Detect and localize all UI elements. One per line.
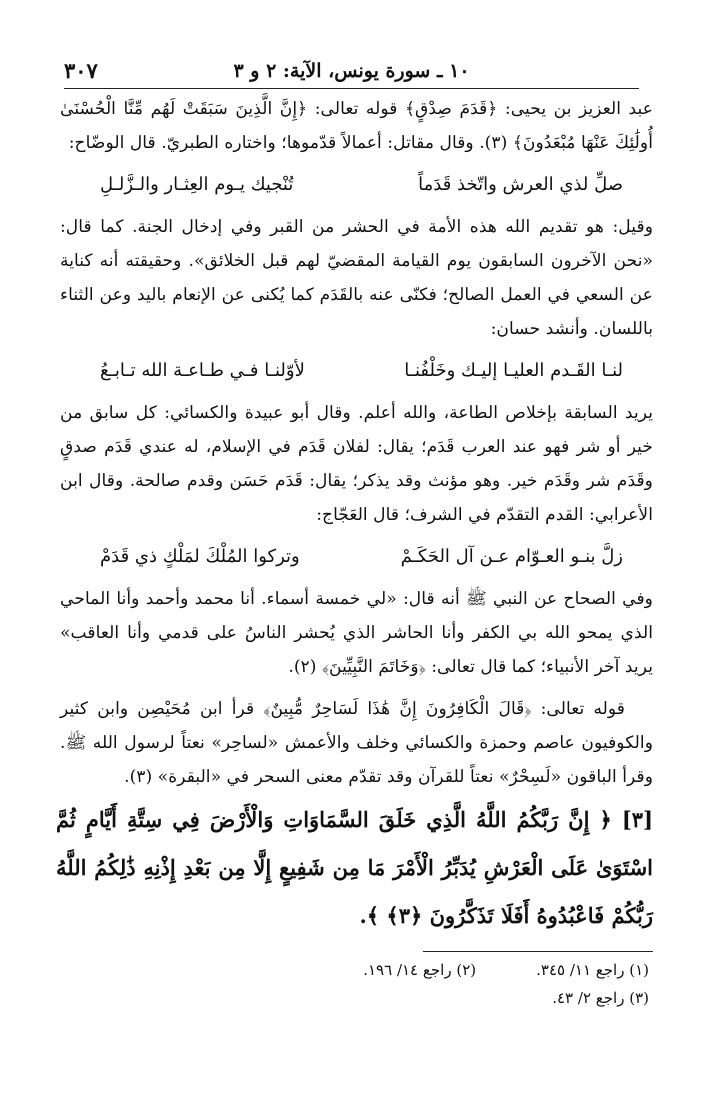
page-header <box>64 58 639 89</box>
running-title: ١٠ ـ سورة يونس، الآية: ٢ و ٣ <box>233 60 470 82</box>
verse-text: ﴿ إِنَّ رَبَّكُمُ اللَّهُ الَّذِي خَلَقَ السَّمَاوَاتِ وَالْأَرْضَ فِي سِتَّةِ أَيَّامٍ ثُمَّ اسْتَوَىٰ عَلَى الْعَرْشِ يُدَبِّرُ الْأَمْرَ مَا مِن شَفِيعٍ إِلَّا مِن بَعْدِ إِذْنِهِ ذَٰلِكُمُ اللَّهُ رَبُّكُمْ فَاعْبُدُوهُ أَفَلَا تَذَكَّرُونَ ﴿٣﴾ ﴾. <box>56 807 653 928</box>
page-number: ٣٠٧ <box>64 58 98 83</box>
footnote-2: (٢) راجع ١٤/ ١٩٦. <box>363 961 477 979</box>
footnotes <box>300 956 649 1012</box>
verse-number: [٣] <box>621 807 654 832</box>
paragraph: يريد السابقة بإخلاص الطاعة، والله أعلم. وقال أبو عبيدة والكسائي: كل سابق من خير أو شر فهو عند العرب قَدَم؛ يقال: لفلان قَدَم في الإسلام، له عندي قَدَم صدقٍ وقَدَم شر وقَدَم خير. وهو مؤنث وقد يذكر؛ يقال: قَدَم حَسَن وقدم صالحة. وقال ابن الأعرابي: القدم التقدّم في الشرف؛ قال العَجّاج: <box>60 403 653 525</box>
poem-hemistich-right: لنـا القَـدم العليـا إليـك وخَلْفُنـا <box>404 360 623 381</box>
main-text <box>60 92 653 794</box>
paragraph: عبد العزيز بن يحيى: ﴿قَدَمَ صِدْقٍ﴾ قوله تعالى: ﴿إِنَّ الَّذِينَ سَبَقَتْ لَهُم مِّنَّا الْحُسْنَىٰ أُولَٰئِكَ عَنْهَا مُبْعَدُونَ﴾ (٣). وقال مقاتل: أعمالاً قدّموها؛ واختاره الطبريّ. قال الوضّاح: <box>60 99 653 153</box>
poem-hemistich-left: وتركوا المُلْكَ لمَلْكٍ ذي قَدَمْ <box>100 546 300 567</box>
paragraph: وقيل: هو تقديم الله هذه الأمة في الحشر من القبر وفي إدخال الجنة. كما قال: «نحن الآخرون السابقون يوم القيامة المقضيّ لهم قبل الخلائق». وحقيقته أنه كناية عن السعي في العمل الصالح؛ فكنّى عنه بالقَدَم كما يُكنى عن الإنعام باليد وعن الثناء باللسان. وأنشد حسان: <box>60 217 653 339</box>
poem-hemistich-right: زلَّ بنـو العـوّام عـن آل الحَكَـمْ <box>400 546 623 567</box>
poem-hemistich-right: صلِّ لذي العرش واتّخذ قَدَماً <box>418 174 623 195</box>
paragraph: قوله تعالى: ﴿قَالَ الْكَافِرُونَ إِنَّ هَٰذَا لَسَاحِرٌ مُّبِينٌ﴾ قرأ ابن مُحَيْصِن وابن كثير والكوفيون عاصم وحمزة والكسائي وخلف والأعمش «لساحِر» نعتاً لرسول الله ﷺ. وقرأ الباقون «لَسِحْرٌ» نعتاً للقرآن وقد تقدّم معنى السحر في «البقرة» (٣). <box>60 699 653 787</box>
poem-verse <box>60 346 653 396</box>
poem-hemistich-left: لأوّلنـا فـي طـاعـة الله تـابـعُ <box>100 360 305 381</box>
footnote-divider <box>423 951 653 952</box>
quran-verse <box>56 796 653 940</box>
poem-verse <box>60 160 653 210</box>
poem-verse <box>60 532 653 582</box>
footnote-1: (١) راجع ١١/ ٣٤٥. <box>536 961 649 979</box>
paragraph: وفي الصحاح عن النبي ﷺ أنه قال: «لي خمسة أسماء. أنا محمد وأحمد وأنا الماحي الذي يمحو الله بي الكفر وأنا الحاشر الذي يُحشر الناسُ على قدمي وأنا العاقب» يريد آخر الأنبياء؛ كما قال تعالى: ﴿وَخَاتَمَ النَّبِيِّينَ﴾ (٢). <box>60 589 653 677</box>
poem-hemistich-left: تُنْجيك يـوم العِثـار والـزَّلـلِ <box>100 174 294 195</box>
footnote-3: (٣) راجع ٢/ ٤٣. <box>552 989 649 1007</box>
